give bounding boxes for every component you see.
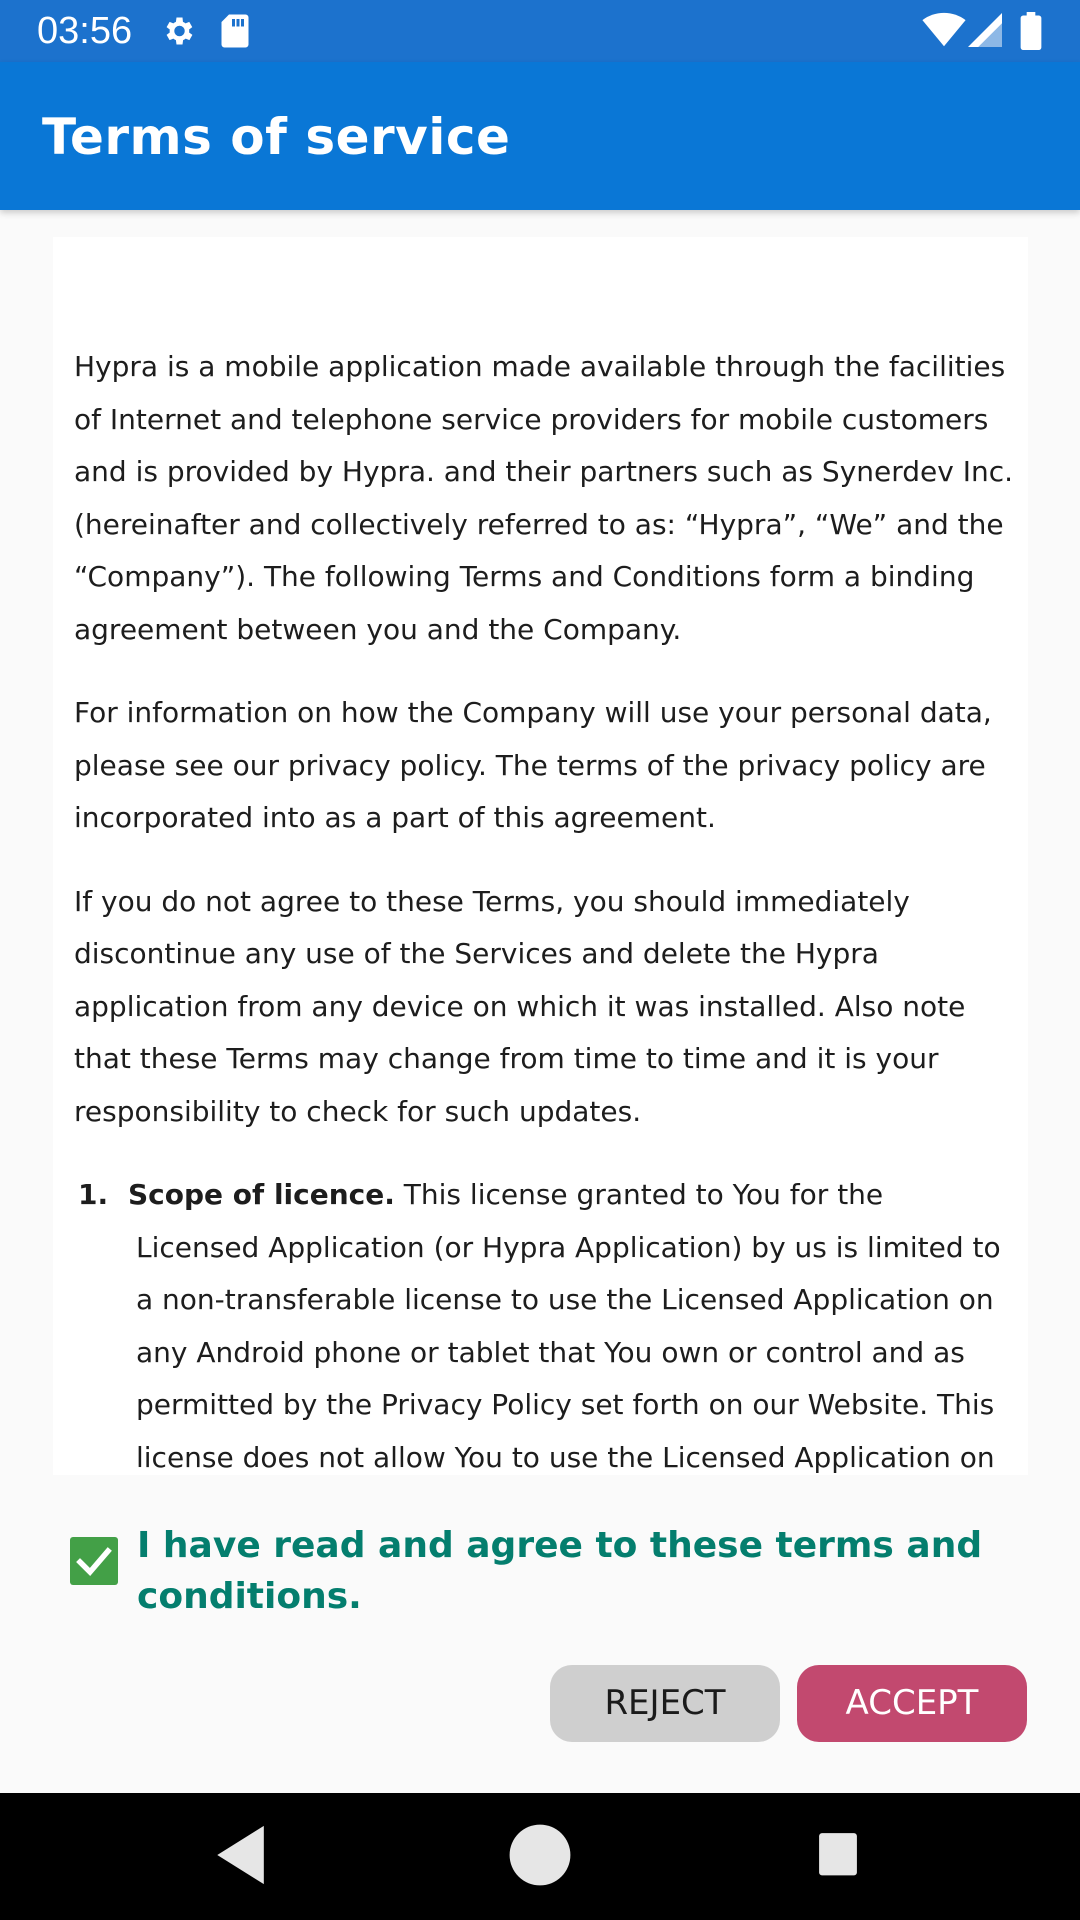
signal-icon [968,12,1002,53]
sd-card-icon [220,12,250,55]
home-icon[interactable] [508,1823,572,1892]
page-title: Terms of service [42,108,511,166]
list-item-text: This license granted to You for the Licensed Application (or Hypra Application) by us is limited to a non-transferable license to use the Licensed Application on any Android phone or tablet that You own or control and as permitted by the Privacy Policy set forth on our Website. This license does not allow You to use the Licensed Application on [136,1178,1001,1474]
accept-button[interactable]: ACCEPT [797,1665,1027,1742]
terms-paragraph: For information on how the Company will use your personal data, please see our privacy policy. The terms of the privacy policy are incorporated into as a part of this agreement. [74,696,992,834]
wifi-icon [922,12,966,53]
terms-paragraph: If you do not agree to these Terms, you should immediately discontinue any use of the Services and delete the Hypra application from any device on which it was installed. Also note that these Terms may change from time to time and it is your responsibility to check for such updates. [74,884,966,1128]
recents-icon[interactable] [816,1823,860,1892]
list-item-heading: Scope of licence. [128,1178,395,1211]
back-icon[interactable] [212,1823,272,1892]
list-item-number: 1. [78,1178,109,1211]
app-bar [0,62,1080,210]
reject-button[interactable]: REJECT [550,1665,780,1742]
list-item [74,1169,1014,1475]
terms-paragraph: Hypra is a mobile application made available through the facilities of Internet and telephone service providers for mobile customers and is provided by Hypra. and their partners such as Synerdev Inc. (hereinafter and collectively referred to as: “Hypra”, “We” and the “Company”). The following Terms and Conditions form a binding agreement between you and the Company. [74,350,1014,646]
agree-row[interactable] [70,1520,1030,1640]
agree-label[interactable]: I have read and agree to these terms and conditions. [137,1525,983,1617]
status-bar [0,0,1080,62]
terms-content[interactable] [53,237,1028,1475]
gear-icon [160,12,196,55]
navigation-bar [0,1793,1080,1920]
status-time: 03:56 [37,10,133,52]
agree-checkbox[interactable] [70,1537,118,1585]
battery-icon [1020,12,1042,55]
terms-list [74,1169,1014,1475]
terms-body [74,341,1014,1475]
checkmark-icon [70,1537,118,1585]
